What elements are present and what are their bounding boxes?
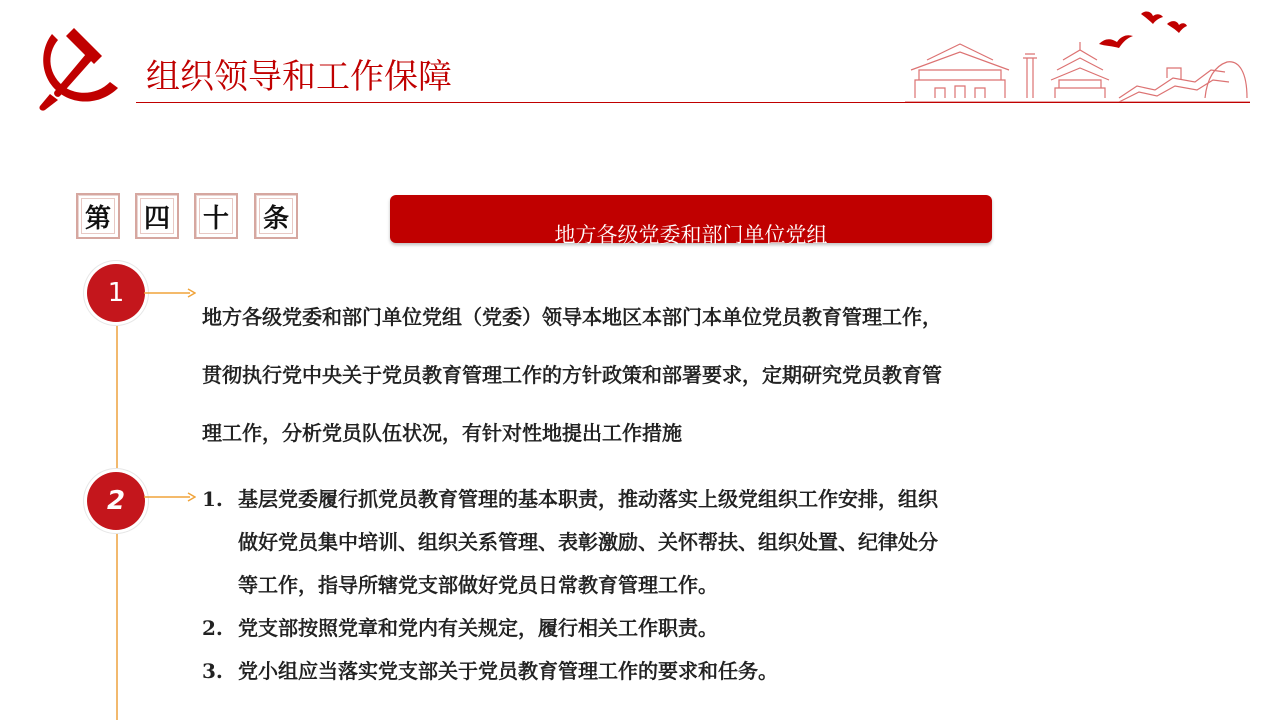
section-1-marker: 1 bbox=[87, 264, 145, 322]
paragraph-line: 贯彻执行党中央关于党员教育管理工作的方针政策和部署要求，定期研究党员教育管 bbox=[202, 363, 942, 387]
paragraph-line: 理工作，分析党员队伍状况，有针对性地提出工作措施 bbox=[202, 421, 682, 445]
article-char-2: 四 bbox=[135, 193, 179, 239]
landmarks-skyline-icon bbox=[905, 8, 1250, 104]
article-banner-text: 地方各级党委和部门单位党组 bbox=[554, 223, 828, 247]
list-item-line: 基层党委履行抓党员教育管理的基本职责，推动落实上级党组织工作安排，组织 bbox=[238, 487, 938, 511]
paragraph-line: 地方各级党委和部门单位党组（党委）领导本地区本部门本单位党员教育管理工作， bbox=[202, 305, 942, 329]
list-item bbox=[202, 650, 1122, 693]
list-item-number: 2. bbox=[202, 616, 223, 640]
article-char-1: 第 bbox=[76, 193, 120, 239]
article-char-3: 十 bbox=[194, 193, 238, 239]
arrow-right-icon bbox=[144, 492, 196, 502]
list-item-line: 做好党员集中培训、组织关系管理、表彰激励、关怀帮扶、组织处置、纪律处分 bbox=[238, 530, 938, 554]
article-char-4: 条 bbox=[254, 193, 298, 239]
list-item-number: 1. bbox=[202, 487, 223, 511]
list-item-line: 党小组应当落实党支部关于党员教育管理工作的要求和任务。 bbox=[238, 659, 778, 683]
list-item bbox=[202, 607, 1122, 650]
section-2-marker: 2 bbox=[87, 472, 145, 530]
section-2-list bbox=[202, 478, 1122, 693]
arrow-right-icon bbox=[144, 288, 196, 298]
page-title: 组织领导和工作保障 bbox=[146, 57, 452, 97]
list-item-line: 等工作，指导所辖党支部做好党员日常教育管理工作。 bbox=[238, 573, 718, 597]
list-item-line: 党支部按照党章和党内有关规定，履行相关工作职责。 bbox=[238, 616, 718, 640]
section-1-paragraph bbox=[202, 288, 1122, 462]
list-item-number: 3. bbox=[202, 659, 223, 683]
list-item bbox=[202, 478, 1122, 607]
hammer-sickle-icon bbox=[30, 24, 130, 112]
